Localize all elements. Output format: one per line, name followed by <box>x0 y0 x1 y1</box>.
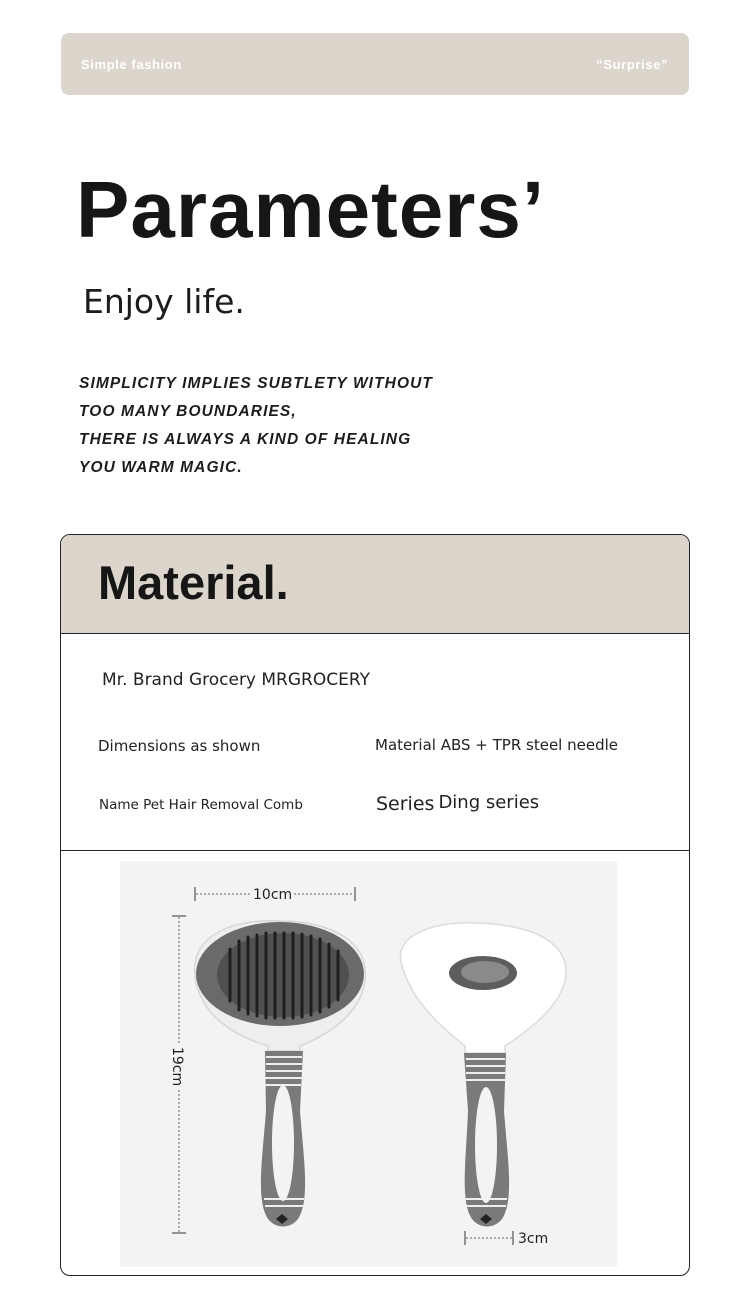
thickness-dimension <box>465 1231 548 1247</box>
width-dimension <box>195 887 355 903</box>
spec-series-value: Ding series <box>438 792 540 813</box>
width-label: 10cm <box>253 887 293 903</box>
comb-back <box>400 923 566 1227</box>
banner-left-text: Simple fashion <box>81 56 182 72</box>
product-illustration <box>120 861 617 1267</box>
material-title: Material. <box>98 556 289 609</box>
tagline-line: THERE IS ALWAYS A KIND OF HEALING <box>79 431 412 448</box>
spec-list <box>61 634 689 851</box>
page-title: Parameters’ <box>76 165 546 254</box>
material-header <box>61 535 689 634</box>
spec-brand: Mr. Brand Grocery MRGROCERY <box>102 670 370 690</box>
spec-material: Material ABS + TPR steel needle <box>375 736 618 754</box>
spec-name: Name Pet Hair Removal Comb <box>99 797 303 813</box>
spec-series <box>376 793 539 815</box>
comb-front <box>195 921 366 1227</box>
tagline-line: YOU WARM MAGIC. <box>79 459 243 476</box>
product-image <box>120 861 617 1267</box>
spec-series-label: Series <box>376 793 435 815</box>
top-banner <box>61 33 689 95</box>
thickness-label: 3cm <box>518 1231 549 1247</box>
tagline-line: SIMPLICITY IMPLIES SUBTLETY WITHOUT <box>79 375 433 392</box>
tagline-line: TOO MANY BOUNDARIES, <box>79 403 297 420</box>
height-dimension <box>169 916 186 1233</box>
tagline <box>79 370 433 482</box>
height-label: 19cm <box>169 1047 185 1087</box>
material-card <box>60 534 690 1276</box>
spec-dimensions: Dimensions as shown <box>98 737 261 755</box>
page-subtitle: Enjoy life. <box>83 282 245 321</box>
banner-right-text: “Surprise” <box>596 56 668 72</box>
